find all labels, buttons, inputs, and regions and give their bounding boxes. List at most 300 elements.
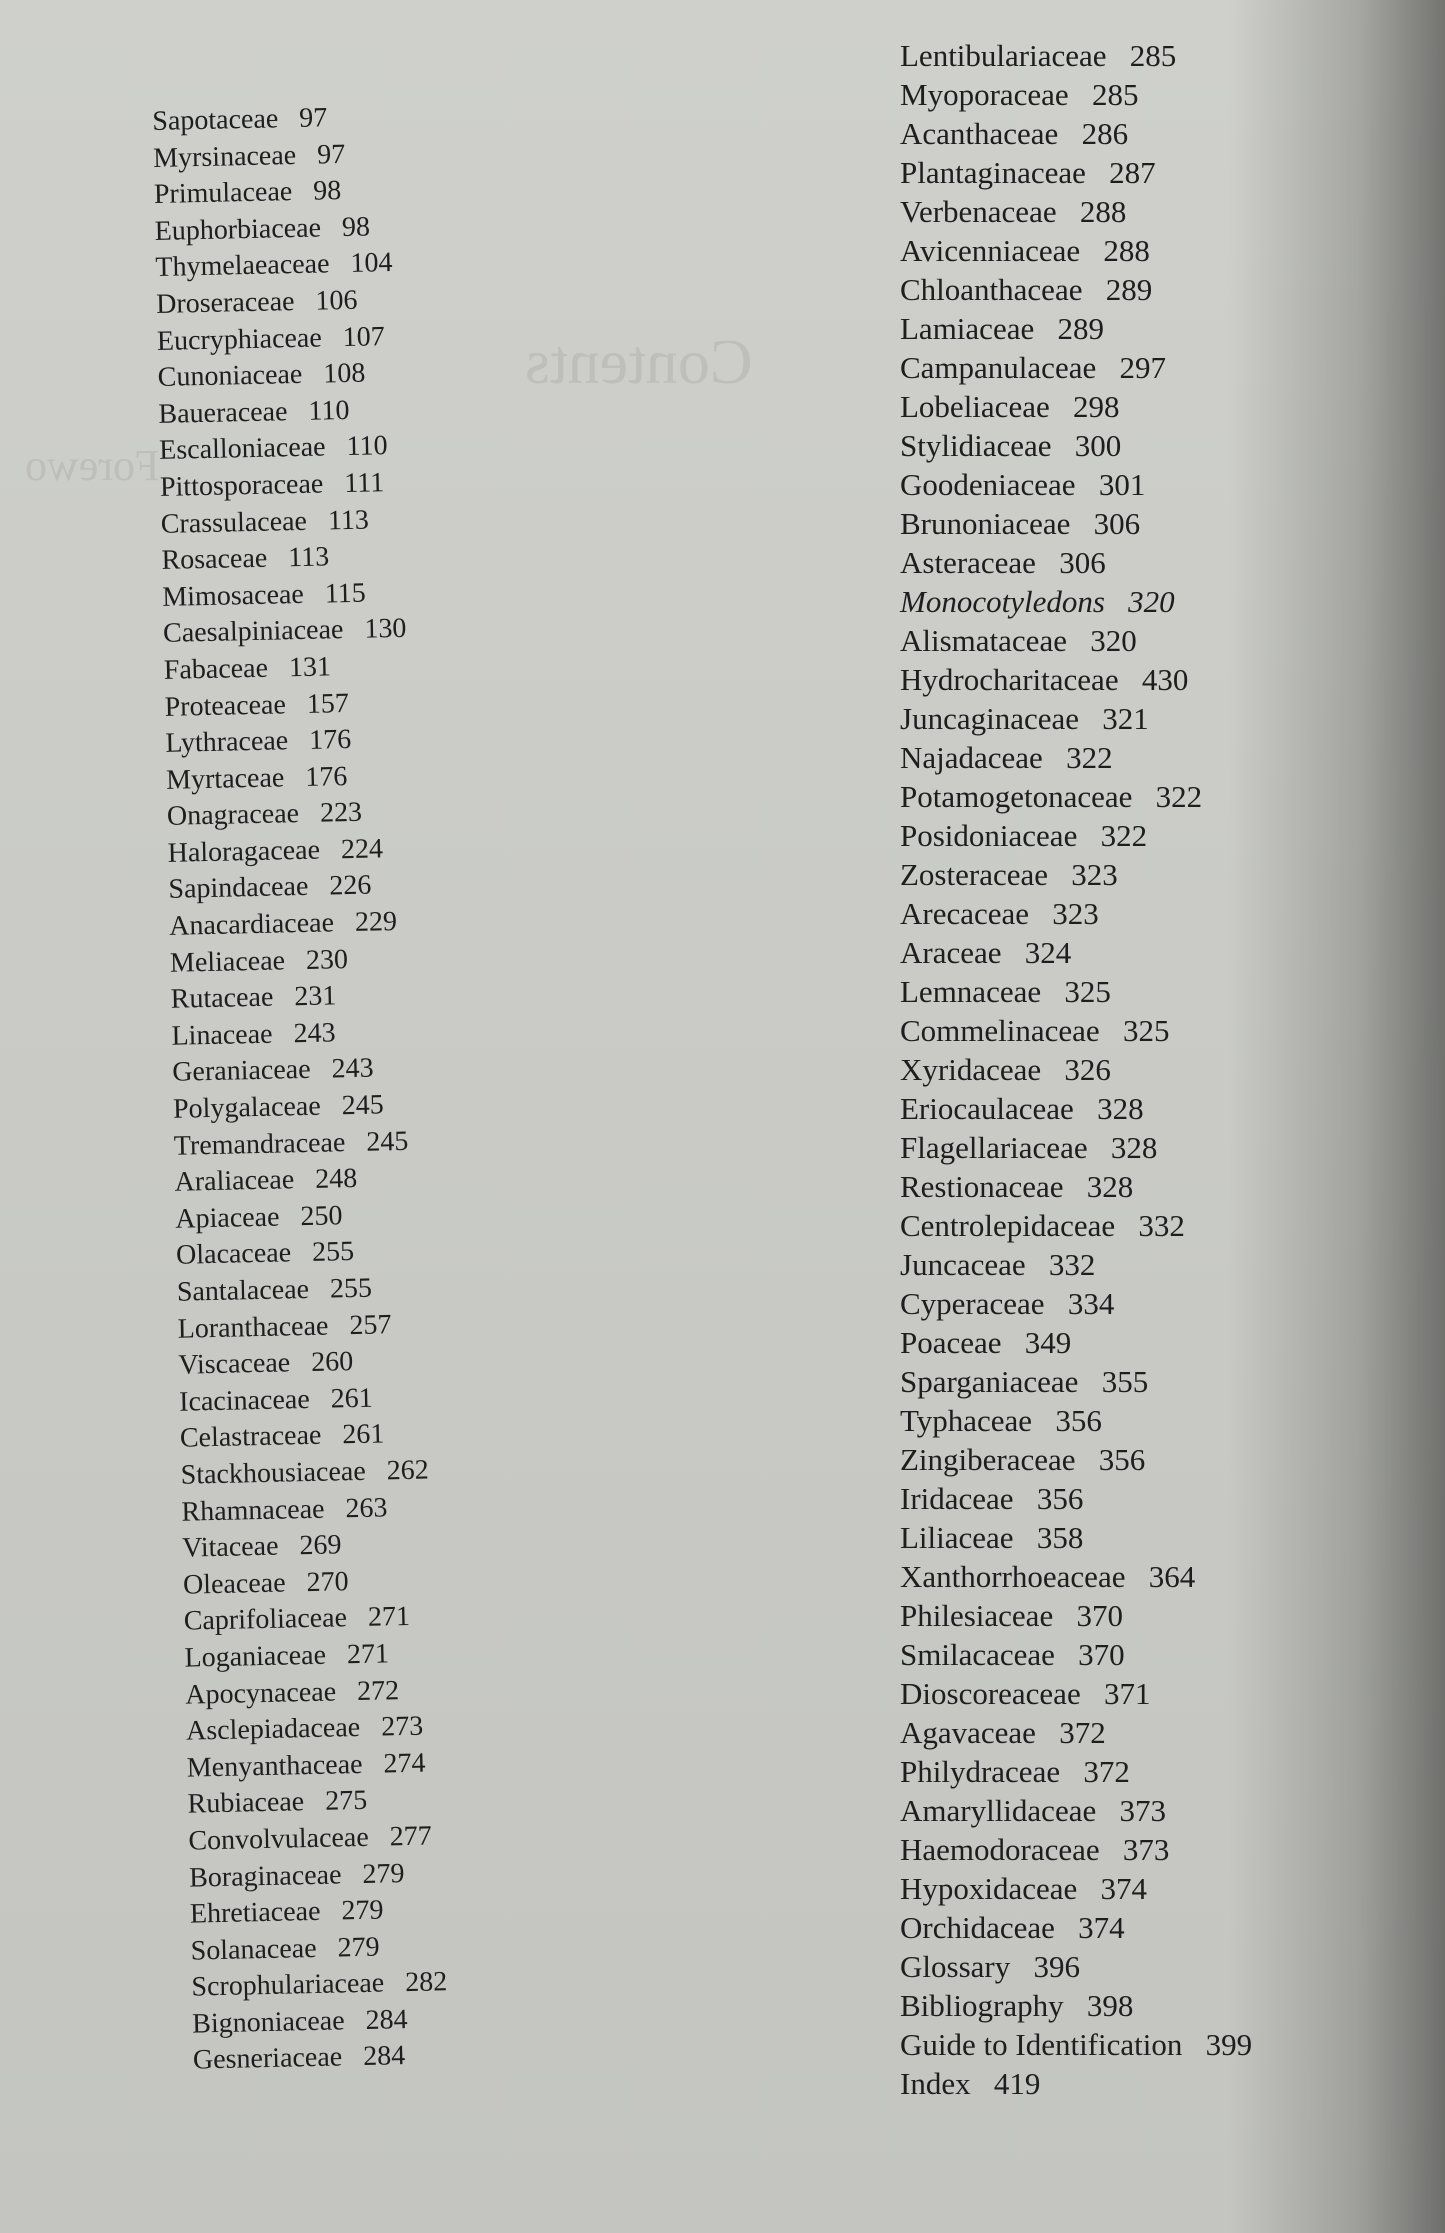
entry-page-number: 97 [298, 102, 328, 134]
entry-title: Arecaceae [900, 896, 1030, 931]
entry-page-number: 306 [1093, 506, 1141, 541]
contents-entry [900, 1440, 1252, 1479]
entry-title: Primulaceae [153, 176, 293, 211]
entry-title: Onagraceae [166, 798, 300, 833]
entry-title: Alismataceae [900, 623, 1067, 658]
entry-title: Apiaceae [175, 1201, 280, 1235]
entry-page-number: 298 [1072, 389, 1120, 424]
entry-page-number: 419 [993, 2066, 1041, 2101]
entry-title: Typhaceae [900, 1403, 1033, 1438]
contents-entry [900, 1323, 1252, 1362]
entry-page-number: 98 [341, 211, 371, 243]
entry-page-number: 272 [356, 1674, 400, 1707]
contents-entry [900, 1635, 1252, 1674]
entry-page-number: 274 [383, 1747, 426, 1780]
contents-entry [900, 1245, 1252, 1284]
entry-page-number: 245 [341, 1089, 385, 1122]
contents-entry [163, 647, 419, 689]
entry-title: Sapotaceae [152, 103, 279, 137]
entry-title: Escalloniaceae [158, 431, 326, 467]
entry-title: Apocynaceae [184, 1676, 337, 1711]
entry-title: Centrolepidaceae [900, 1208, 1116, 1243]
contents-entry [900, 1050, 1252, 1089]
entry-page-number: 279 [337, 1931, 380, 1964]
entry-title: Commelinaceae [900, 1013, 1100, 1048]
entry-title: Philesiaceae [900, 1598, 1054, 1633]
entry-page-number: 322 [1066, 740, 1113, 775]
entry-page-number: 131 [288, 651, 332, 684]
entry-title: Zosteraceae [900, 857, 1048, 892]
contents-entry [193, 2038, 449, 2080]
contents-entry [900, 270, 1252, 309]
entry-page-number: 269 [299, 1529, 342, 1562]
entry-title: Geraniaceae [171, 1054, 311, 1089]
entry-title: Stylidiaceae [900, 428, 1052, 463]
entry-page-number: 260 [310, 1346, 354, 1379]
contents-entry [900, 1089, 1252, 1128]
entry-title: Pittosporaceae [159, 468, 324, 503]
entry-page-number: 284 [362, 2040, 406, 2073]
contents-entry [169, 904, 425, 946]
entry-title: Najadaceae [900, 740, 1043, 775]
entry-title: Liliaceae [900, 1520, 1014, 1555]
contents-entry [900, 1830, 1252, 1869]
entry-title: Linaceae [171, 1018, 273, 1052]
contents-entry [900, 1908, 1252, 1947]
entry-title: Caesalpiniaceae [162, 614, 344, 650]
entry-page-number: 373 [1119, 1793, 1166, 1828]
contents-entry [900, 1791, 1252, 1830]
contents-entry [900, 816, 1252, 855]
contents-entry [177, 1306, 433, 1348]
contents-entry [900, 426, 1252, 465]
entry-page-number: 373 [1122, 1832, 1170, 1867]
entry-page-number: 325 [1064, 974, 1111, 1009]
entry-title: Myrsinaceae [152, 139, 297, 174]
entry-page-number: 285 [1129, 38, 1177, 73]
contents-entry [180, 1416, 436, 1458]
entry-title: Gesneriaceae [192, 2041, 343, 2077]
entry-page-number: 111 [343, 467, 385, 499]
entry-page-number: 289 [1105, 272, 1153, 307]
entry-page-number: 288 [1079, 194, 1127, 229]
entry-title: Index [900, 2066, 971, 2101]
entry-title: Asteraceae [900, 545, 1036, 580]
entry-title: Iridaceae [900, 1481, 1014, 1516]
entry-page-number: 223 [319, 797, 363, 829]
entry-title: Amaryllidaceae [900, 1793, 1097, 1828]
entry-title: Xyridaceae [900, 1052, 1042, 1087]
entry-title: Lobeliaceae [900, 389, 1050, 424]
entry-page-number: 108 [322, 357, 366, 390]
entry-title: Loganiaceae [184, 1639, 327, 1674]
entry-title: Lythraceae [165, 725, 289, 759]
entry-title: Haemodoraceae [900, 1832, 1100, 1867]
entry-title: Myrtaceae [165, 762, 285, 796]
entry-page-number: 328 [1086, 1169, 1134, 1204]
entry-page-number: 110 [346, 430, 388, 463]
entry-page-number: 326 [1064, 1052, 1111, 1087]
contents-entry [174, 1160, 430, 1202]
entry-page-number: 306 [1059, 545, 1106, 580]
entry-title: Avicenniaceae [900, 233, 1081, 268]
entry-title: Araliaceae [174, 1164, 295, 1198]
entry-page-number: 97 [316, 138, 346, 171]
entry-page-number: 332 [1048, 1247, 1096, 1282]
entry-page-number: 374 [1100, 1871, 1148, 1906]
entry-page-number: 176 [304, 760, 348, 793]
contents-entry [170, 977, 426, 1019]
contents-entry [157, 355, 413, 397]
entry-page-number: 325 [1122, 1013, 1170, 1048]
contents-entry [192, 2001, 448, 2043]
contents-entry [900, 582, 1252, 621]
entry-page-number: 245 [366, 1125, 409, 1158]
contents-entry [900, 543, 1252, 582]
entry-title: Araceae [900, 935, 1002, 970]
entry-title: Goodeniaceae [900, 467, 1076, 502]
entry-page-number: 113 [327, 504, 370, 536]
entry-page-number: 430 [1141, 662, 1189, 697]
entry-title: Acanthaceae [900, 116, 1059, 151]
entry-title: Philydraceae [900, 1754, 1061, 1789]
contents-entry [160, 501, 416, 543]
contents-entry [900, 660, 1252, 699]
contents-entry [154, 172, 410, 214]
entry-title: Xanthorrhoeaceae [900, 1559, 1126, 1594]
entry-page-number: 323 [1071, 857, 1118, 892]
contents-entry [900, 855, 1252, 894]
contents-entry [900, 1752, 1252, 1791]
entry-page-number: 255 [311, 1236, 355, 1269]
entry-page-number: 322 [1155, 779, 1203, 814]
entry-page-number: 262 [386, 1454, 430, 1487]
contents-entry [172, 1050, 428, 1092]
entry-page-number: 243 [331, 1053, 374, 1085]
entry-title: Thymelaeaceae [155, 248, 330, 284]
entry-page-number: 255 [329, 1272, 373, 1305]
entry-page-number: 277 [389, 1820, 433, 1853]
entry-page-number: 270 [306, 1565, 349, 1598]
contents-entry [900, 1206, 1252, 1245]
contents-entry [900, 75, 1252, 114]
contents-entry [166, 757, 422, 799]
contents-entry [155, 245, 411, 287]
entry-page-number: 355 [1101, 1364, 1149, 1399]
contents-entry [900, 933, 1252, 972]
entry-title: Celastraceae [179, 1420, 322, 1455]
bleed-through-foreword-heading: Forewo [25, 441, 160, 490]
contents-entry [900, 1713, 1252, 1752]
contents-entry [190, 1891, 446, 1933]
entry-page-number: 328 [1097, 1091, 1144, 1126]
contents-entry [183, 1562, 439, 1604]
entry-page-number: 372 [1059, 1715, 1106, 1750]
contents-entry [900, 2025, 1252, 2064]
entry-page-number: 370 [1076, 1598, 1123, 1633]
contents-entry [900, 504, 1252, 543]
contents-entry [179, 1379, 435, 1421]
entry-title: Bignoniaceae [191, 2005, 345, 2040]
entry-title: Brunoniaceae [900, 506, 1071, 541]
entry-page-number: 334 [1067, 1286, 1115, 1321]
entry-page-number: 250 [300, 1200, 343, 1232]
contents-entry [176, 1233, 432, 1275]
entry-page-number: 229 [354, 906, 398, 938]
entry-page-number: 271 [346, 1638, 390, 1671]
entry-page-number: 279 [362, 1857, 405, 1890]
contents-entry [900, 1947, 1252, 1986]
entry-title: Dioscoreaceae [900, 1676, 1081, 1711]
entry-title: Chloanthaceae [900, 272, 1083, 307]
contents-entry [900, 972, 1252, 1011]
entry-title: Stackhousiaceae [180, 1455, 367, 1491]
entry-title: Icacinaceae [178, 1383, 311, 1418]
entry-title: Verbenaceae [900, 194, 1057, 229]
contents-entry [900, 1284, 1252, 1323]
contents-entry [186, 1745, 442, 1787]
entry-title: Viscaceae [178, 1347, 291, 1381]
contents-entry [186, 1708, 442, 1750]
entry-page-number: 282 [404, 1966, 448, 1999]
contents-entry [900, 2064, 1252, 2103]
entry-page-number: 356 [1036, 1481, 1084, 1516]
entry-title: Agavaceae [900, 1715, 1036, 1750]
entry-page-number: 279 [341, 1894, 384, 1927]
contents-entry [163, 611, 419, 653]
contents-entry [900, 231, 1252, 270]
entry-title: Oleaceae [182, 1567, 286, 1601]
entry-title: Solanaceae [190, 1932, 317, 1967]
contents-right-column [900, 36, 1252, 2103]
contents-entry [900, 465, 1252, 504]
entry-title: Menyanthaceae [186, 1748, 363, 1784]
contents-entry [160, 465, 416, 507]
entry-title: Sparganiaceae [900, 1364, 1079, 1399]
entry-page-number: 113 [287, 541, 330, 574]
entry-page-number: 107 [342, 320, 386, 353]
contents-entry [164, 684, 420, 726]
entry-page-number: 320 [1090, 623, 1137, 658]
entry-title: Sapindaceae [168, 871, 309, 906]
entry-title: Bibliography [900, 1988, 1064, 2023]
entry-page-number: 243 [293, 1017, 336, 1050]
bleed-through-contents-heading: Contents [525, 326, 753, 397]
entry-page-number: 98 [312, 175, 342, 207]
entry-page-number: 261 [330, 1382, 374, 1415]
entry-title: Mimosaceae [162, 578, 305, 613]
entry-page-number: 176 [308, 724, 352, 756]
entry-page-number: 396 [1033, 1949, 1080, 1984]
contents-entry [171, 1013, 427, 1055]
contents-entry [900, 621, 1252, 660]
contents-entry [900, 114, 1252, 153]
entry-title: Scrophulariaceae [191, 1967, 385, 2003]
entry-title: Crassulaceae [160, 505, 308, 540]
entry-title: Convolvulaceae [188, 1821, 370, 1857]
contents-entry [900, 387, 1252, 426]
entry-page-number: 257 [349, 1308, 392, 1341]
entry-page-number: 289 [1057, 311, 1104, 346]
entry-page-number: 106 [315, 284, 358, 317]
entry-title: Vitaceae [181, 1530, 279, 1564]
entry-title: Ehretiaceae [189, 1895, 321, 1930]
entry-page-number: 130 [364, 613, 407, 645]
contents-entry [182, 1525, 438, 1567]
contents-entry [167, 794, 423, 836]
contents-entry [900, 348, 1252, 387]
contents-entry [900, 1401, 1252, 1440]
entry-page-number: 371 [1103, 1676, 1151, 1711]
entry-title: Glossary [900, 1949, 1011, 1984]
entry-page-number: 224 [340, 833, 384, 866]
entry-title: Campanulaceae [900, 350, 1097, 385]
contents-entry [159, 428, 415, 470]
entry-page-number: 157 [306, 687, 350, 720]
contents-entry [168, 867, 424, 909]
entry-title: Orchidaceae [900, 1910, 1055, 1945]
entry-title: Juncaginaceae [900, 701, 1079, 736]
contents-entry [900, 1674, 1252, 1713]
contents-entry [165, 721, 421, 763]
contents-entry [177, 1269, 433, 1311]
entry-page-number: 321 [1102, 701, 1149, 736]
entry-page-number: 374 [1078, 1910, 1125, 1945]
contents-entry [900, 1128, 1252, 1167]
entry-page-number: 328 [1110, 1130, 1158, 1165]
contents-entry [900, 1596, 1252, 1635]
entry-page-number: 288 [1103, 233, 1150, 268]
contents-entry [157, 318, 413, 360]
entry-title: Loranthaceae [177, 1310, 329, 1345]
entry-page-number: 263 [345, 1491, 388, 1524]
entry-page-number: 323 [1052, 896, 1099, 931]
entry-title: Rutaceae [170, 981, 274, 1016]
entry-page-number: 230 [305, 943, 349, 976]
entry-page-number: 356 [1055, 1403, 1102, 1438]
entry-title: Hypoxidaceae [900, 1871, 1078, 1906]
contents-entry [900, 309, 1252, 348]
entry-title: Haloragaceae [167, 834, 321, 869]
entry-title: Lentibulariaceae [900, 38, 1107, 73]
contents-entry [178, 1343, 434, 1385]
contents-entry [900, 699, 1252, 738]
contents-entry [175, 1196, 431, 1238]
contents-entry [900, 1362, 1252, 1401]
entry-title: Rubiaceae [187, 1786, 305, 1820]
entry-page-number: 301 [1098, 467, 1146, 502]
entry-title: Olacaceae [175, 1237, 292, 1272]
entry-title: Guide to Identification [900, 2027, 1183, 2062]
contents-entry [173, 1086, 429, 1128]
entry-title: Cyperaceae [900, 1286, 1045, 1321]
contents-entry [167, 830, 423, 872]
entry-title: Meliaceae [169, 945, 286, 979]
entry-page-number: 322 [1100, 818, 1148, 853]
entry-title: Anacardiaceae [168, 907, 335, 942]
contents-entry [154, 208, 410, 250]
entry-page-number: 115 [324, 577, 367, 610]
contents-entry [184, 1635, 440, 1677]
entry-title: Plantaginaceae [900, 155, 1086, 190]
entry-page-number: 300 [1074, 428, 1122, 463]
entry-page-number: 320 [1128, 584, 1175, 619]
entry-page-number: 372 [1083, 1754, 1130, 1789]
entry-title: Myoporaceae [900, 77, 1069, 112]
contents-entry [900, 1986, 1252, 2025]
entry-title: Juncaceae [900, 1247, 1026, 1282]
contents-entry [158, 391, 414, 433]
entry-page-number: 231 [294, 980, 337, 1013]
contents-entry [180, 1452, 436, 1494]
contents-entry [900, 36, 1252, 75]
contents-entry [900, 1011, 1252, 1050]
entry-page-number: 356 [1098, 1442, 1146, 1477]
entry-title: Asclepiadaceae [185, 1712, 361, 1747]
entry-title: Flagellariaceae [900, 1130, 1088, 1165]
entry-title: Restionaceae [900, 1169, 1064, 1204]
entry-page-number: 297 [1119, 350, 1166, 385]
entry-page-number: 287 [1109, 155, 1156, 190]
entry-title: Cunoniaceae [157, 359, 303, 394]
entry-title: Smilacaceae [900, 1637, 1055, 1672]
contents-entry [191, 1965, 447, 2007]
entry-title: Rhamnaceae [181, 1493, 325, 1528]
entry-title: Boraginaceae [188, 1858, 342, 1894]
contents-entry [900, 1167, 1252, 1206]
entry-page-number: 226 [329, 870, 372, 902]
entry-title: Droseraceae [155, 286, 295, 320]
entry-page-number: 324 [1024, 935, 1072, 970]
contents-entry [900, 1518, 1252, 1557]
entry-title: Rosaceae [161, 542, 268, 577]
entry-page-number: 399 [1205, 2027, 1253, 2062]
contents-entry [153, 135, 409, 177]
contents-entry [189, 1855, 445, 1897]
entry-title: Posidoniaceae [900, 818, 1078, 853]
entry-title: Polygalaceae [172, 1090, 322, 1125]
entry-page-number: 364 [1148, 1559, 1196, 1594]
entry-page-number: 104 [350, 247, 393, 280]
contents-entry [900, 777, 1252, 816]
entry-page-number: 349 [1024, 1325, 1072, 1360]
entry-title: Eriocaulaceae [900, 1091, 1074, 1126]
contents-entry [161, 538, 417, 580]
entry-page-number: 332 [1138, 1208, 1185, 1243]
entry-title: Caprifoliaceae [183, 1602, 348, 1638]
contents-entry [188, 1818, 444, 1860]
contents-entry [170, 940, 426, 982]
contents-entry [900, 1479, 1252, 1518]
contents-entry [162, 574, 418, 616]
entry-page-number: 358 [1036, 1520, 1084, 1555]
contents-entry [900, 1557, 1252, 1596]
contents-entry [900, 738, 1252, 777]
contents-left-column [152, 99, 449, 2080]
entry-title: Poaceae [900, 1325, 1002, 1360]
entry-page-number: 284 [365, 2003, 408, 2036]
contents-entry [181, 1489, 437, 1531]
entry-title: Tremandraceae [173, 1126, 346, 1162]
contents-entry [173, 1123, 429, 1165]
contents-entry [900, 1869, 1252, 1908]
contents-entry [187, 1782, 443, 1824]
contents-entry [900, 153, 1252, 192]
entry-title: Lemnaceae [900, 974, 1042, 1009]
entry-page-number: 110 [308, 394, 350, 427]
entry-title: Fabaceae [163, 652, 269, 686]
entry-page-number: 248 [314, 1163, 358, 1196]
